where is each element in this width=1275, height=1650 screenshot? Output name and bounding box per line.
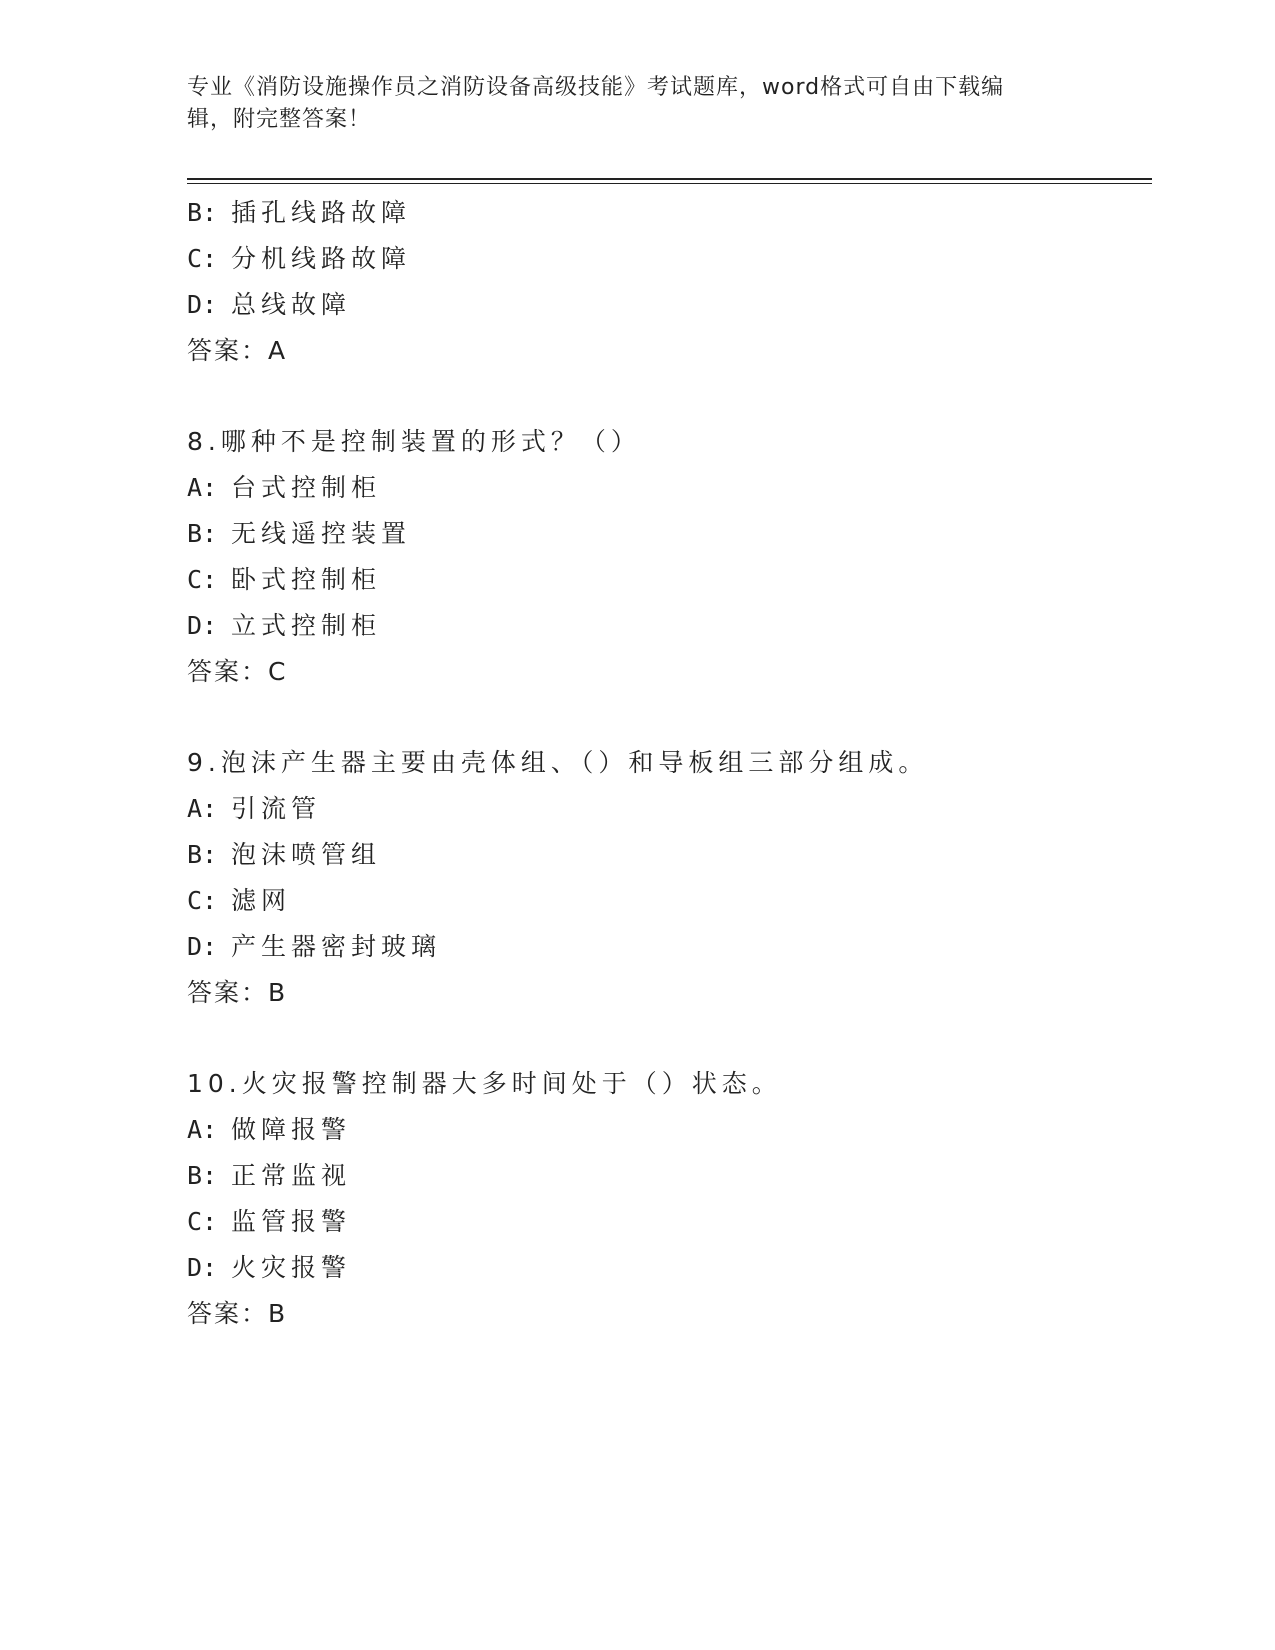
answer-line: 答案：B: [187, 978, 288, 1007]
option-letter: A:: [187, 1115, 218, 1144]
option-letter: B:: [187, 840, 218, 869]
option-text: 监管报警: [231, 1207, 352, 1236]
option-a: [187, 1107, 1152, 1153]
option-letter: C:: [187, 886, 218, 915]
option-c: [187, 878, 1152, 924]
option-d: [187, 1245, 1152, 1291]
question-partial: [187, 190, 1152, 374]
option-letter: D:: [187, 932, 218, 961]
document-header: [187, 72, 1067, 136]
option-letter: C:: [187, 1207, 218, 1236]
question-list: [187, 190, 1152, 1337]
option-letter: D:: [187, 290, 218, 319]
header-line-1: 专业《消防设施操作员之消防设备高级技能》考试题库，word格式可自由下载编: [187, 75, 1005, 100]
option-text: 立式控制柜: [231, 611, 382, 640]
option-text: 做障报警: [231, 1115, 352, 1144]
option-text: 泡沫喷管组: [231, 840, 382, 869]
option-a: [187, 786, 1152, 832]
option-text: 产生器密封玻璃: [231, 932, 442, 961]
question-stem: 10.火灾报警控制器大多时间处于（）状态。: [187, 1069, 782, 1098]
option-text: 正常监视: [231, 1161, 352, 1190]
option-letter: B:: [187, 519, 218, 548]
question-10: [187, 1061, 1152, 1337]
option-letter: C:: [187, 565, 218, 594]
option-b: [187, 832, 1152, 878]
option-letter: A:: [187, 473, 218, 502]
option-letter: B:: [187, 198, 218, 227]
header-line-2: 辑，附完整答案！: [187, 107, 372, 132]
option-text: 总线故障: [231, 290, 352, 319]
option-c: [187, 1199, 1152, 1245]
header-divider-thin: [187, 183, 1152, 184]
question-stem: 9.泡沫产生器主要由壳体组、（）和导板组三部分组成。: [187, 748, 929, 777]
option-letter: D:: [187, 611, 218, 640]
option-letter: B:: [187, 1161, 218, 1190]
answer-line: 答案：A: [187, 336, 288, 365]
option-letter: A:: [187, 794, 218, 823]
answer-line: 答案：B: [187, 1299, 288, 1328]
question-stem: 8.哪种不是控制装置的形式？（）: [187, 427, 641, 456]
option-b: [187, 511, 1152, 557]
option-c: [187, 557, 1152, 603]
option-text: 无线遥控装置: [231, 519, 412, 548]
option-text: 卧式控制柜: [231, 565, 382, 594]
question-9: [187, 740, 1152, 1016]
option-letter: D:: [187, 1253, 218, 1282]
option-d: [187, 603, 1152, 649]
header-divider: [187, 178, 1152, 180]
option-d: [187, 282, 1152, 328]
option-text: 台式控制柜: [231, 473, 382, 502]
answer-line: 答案：C: [187, 657, 288, 686]
option-b: [187, 190, 1152, 236]
option-text: 插孔线路故障: [231, 198, 412, 227]
option-c: [187, 236, 1152, 282]
option-letter: C:: [187, 244, 218, 273]
option-text: 分机线路故障: [231, 244, 412, 273]
option-text: 引流管: [231, 794, 322, 823]
option-text: 滤网: [231, 886, 292, 915]
option-a: [187, 465, 1152, 511]
option-b: [187, 1153, 1152, 1199]
option-text: 火灾报警: [231, 1253, 352, 1282]
question-8: [187, 419, 1152, 695]
option-d: [187, 924, 1152, 970]
